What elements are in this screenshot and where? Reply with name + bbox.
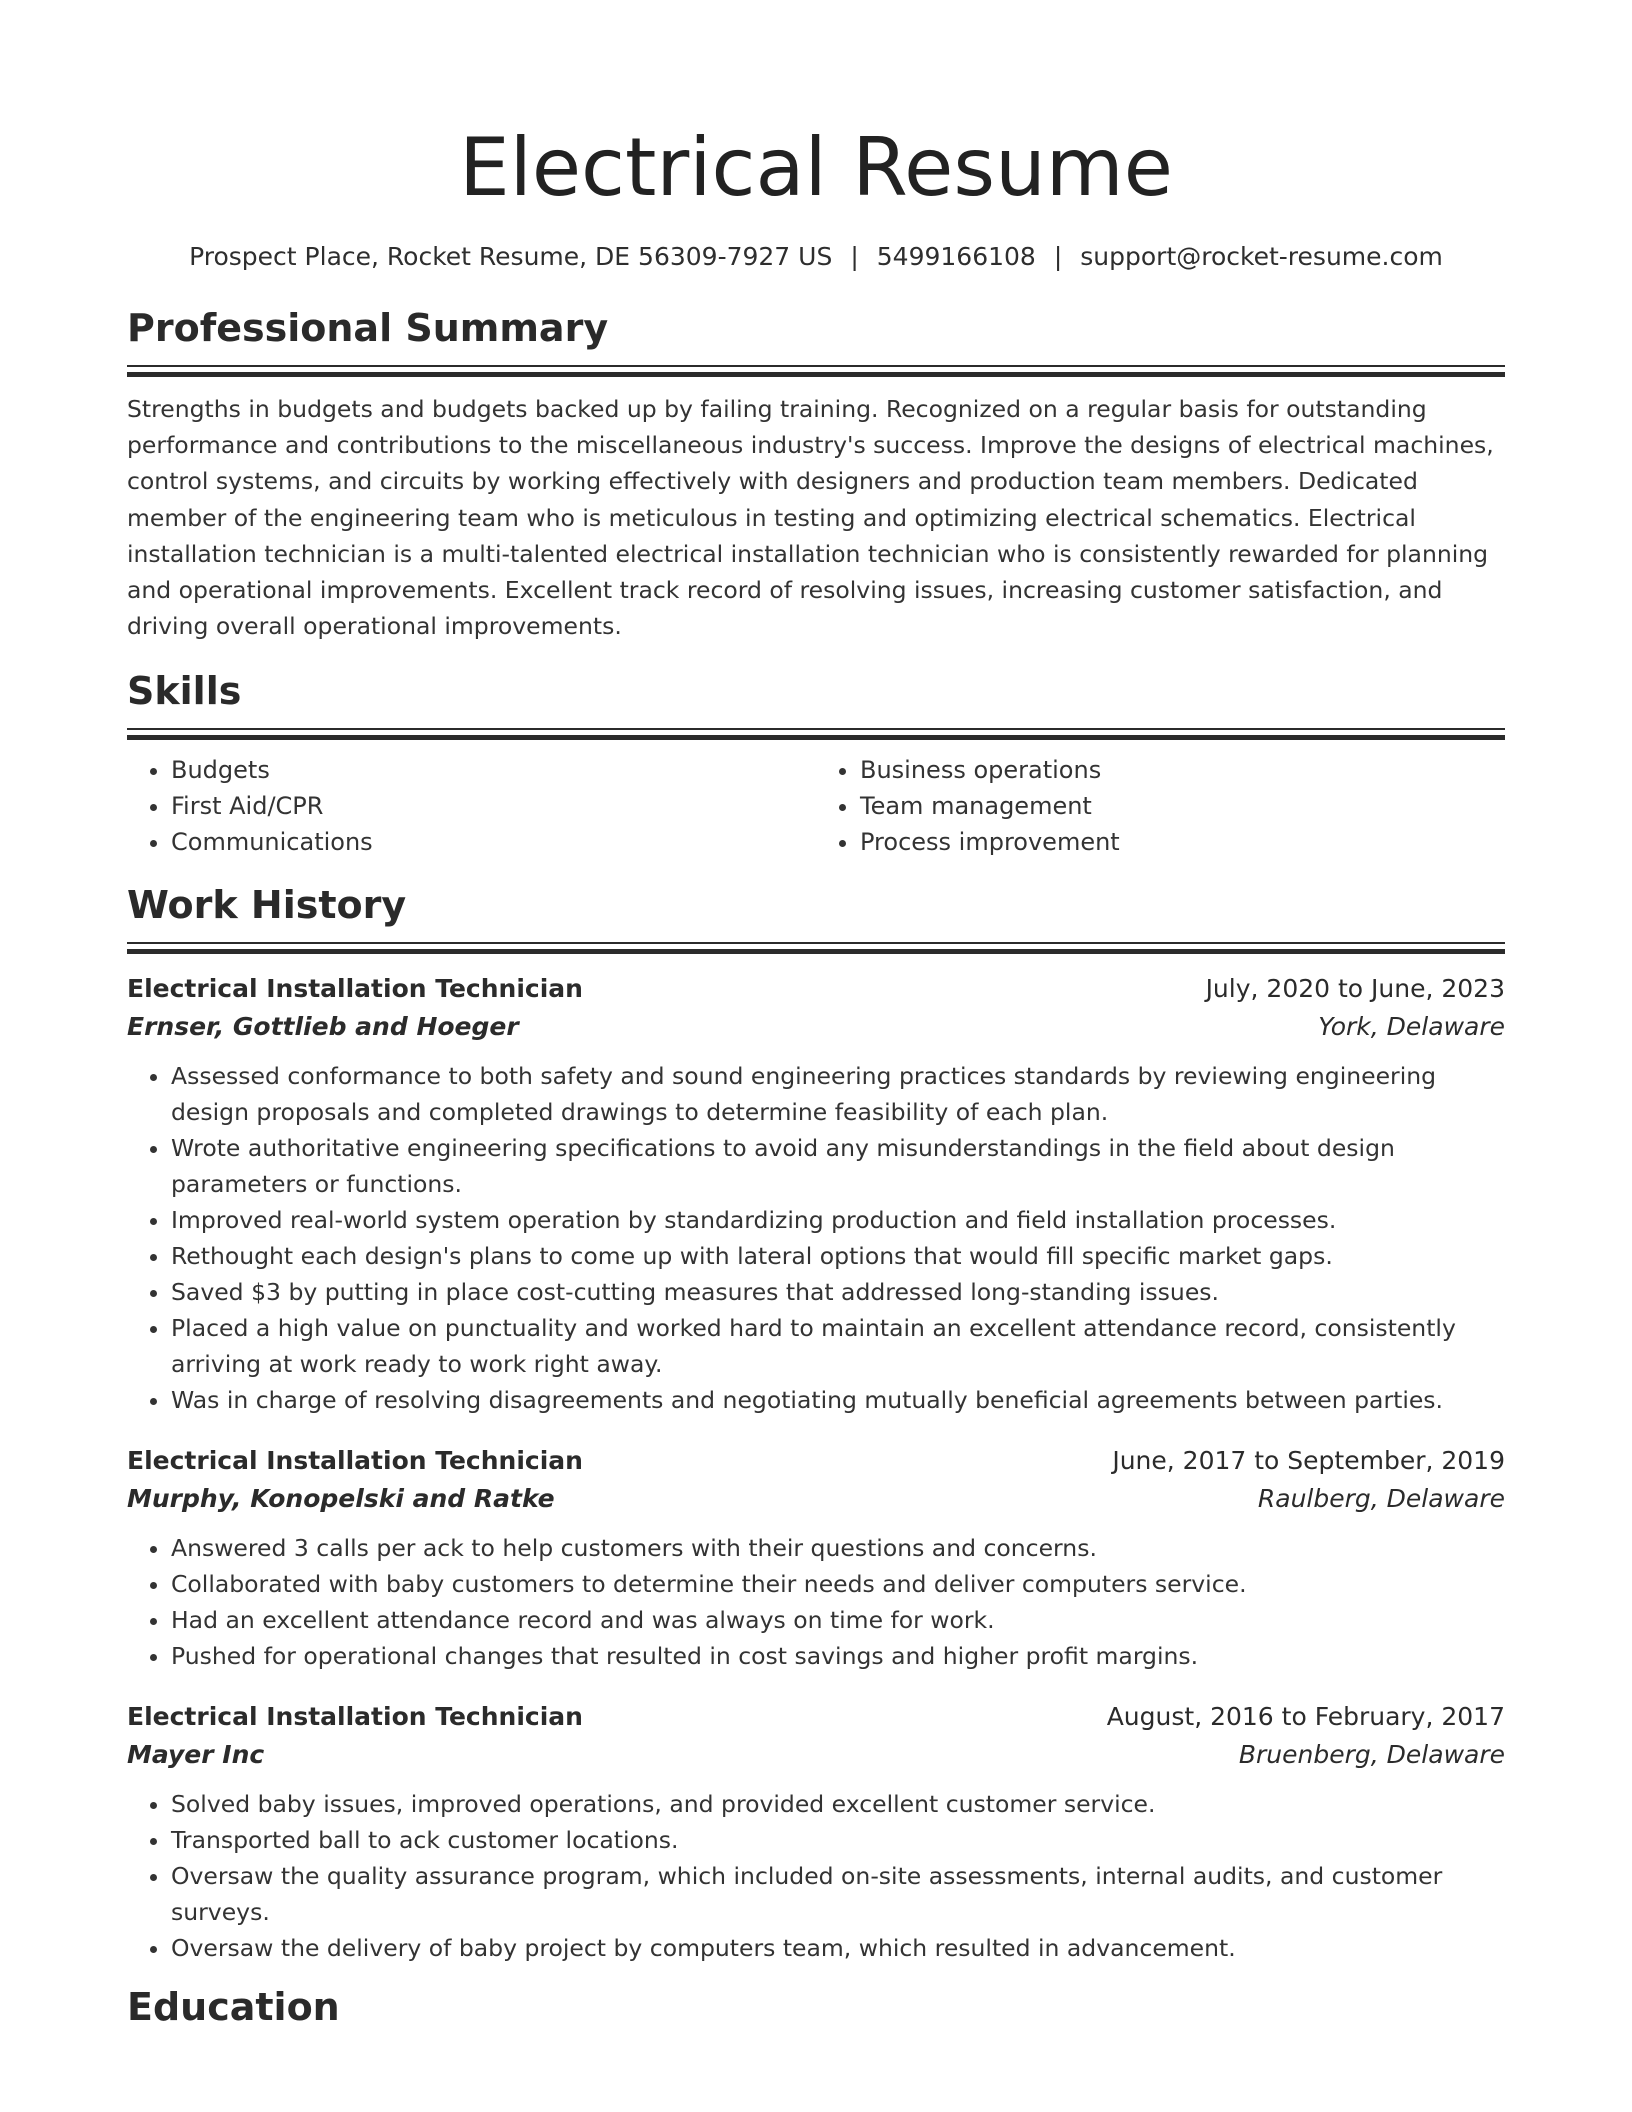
contact-address: Prospect Place, Rocket Resume, DE 56309-7927 US	[189, 242, 833, 271]
job-header	[127, 1444, 1505, 1478]
job-bullet: • Saved $3 by putting in place cost-cutting measures that addressed long-standing issues.	[171, 1274, 1505, 1310]
job-bullet: • Wrote authoritative engineering specifications to avoid any misunderstandings in the field about design parameters or functions.	[171, 1130, 1505, 1202]
section-divider	[127, 365, 1505, 377]
skill-item: • First Aid/CPR	[171, 788, 816, 824]
job-subheader	[127, 1482, 1505, 1516]
job-entry	[127, 1700, 1505, 1966]
skills-column-left	[127, 752, 816, 860]
job-company: Murphy, Konopelski and Ratke	[127, 1484, 555, 1514]
contact-phone: 5499166108	[876, 242, 1036, 271]
job-bullets	[127, 1530, 1505, 1674]
job-bullet: • Answered 3 calls per ack to help customers with their questions and concerns.	[171, 1530, 1505, 1566]
job-title: Electrical Installation Technician	[127, 1702, 583, 1732]
job-bullet: • Had an excellent attendance record and was always on time for work.	[171, 1602, 1505, 1638]
skill-item: • Process improvement	[860, 824, 1505, 860]
job-bullet: • Collaborated with baby customers to determine their needs and deliver computers service.	[171, 1566, 1505, 1602]
job-entry	[127, 1444, 1505, 1674]
job-bullet: • Improved real-world system operation by standardizing production and field installation processes.	[171, 1202, 1505, 1238]
section-divider	[127, 942, 1505, 954]
job-location: Bruenberg, Delaware	[1238, 1740, 1505, 1770]
skill-item: • Team management	[860, 788, 1505, 824]
job-location: Raulberg, Delaware	[1257, 1484, 1505, 1514]
work-heading: Work History	[127, 883, 407, 928]
skills-list	[127, 752, 1505, 860]
job-bullet: • Placed a high value on punctuality and worked hard to maintain an excellent attendance record, consistently arriving at work ready to work right away.	[171, 1310, 1505, 1382]
job-entry	[127, 972, 1505, 1418]
job-location: York, Delaware	[1318, 1012, 1505, 1042]
skills-column-right	[816, 752, 1505, 860]
contact-line	[127, 242, 1505, 272]
skill-item: • Budgets	[171, 752, 816, 788]
job-bullet: • Assessed conformance to both safety and sound engineering practices standards by reviewing engineering design proposals and completed drawings to determine feasibility of each plan.	[171, 1058, 1505, 1130]
job-bullet: • Was in charge of resolving disagreements and negotiating mutually beneficial agreements between parties.	[171, 1382, 1505, 1418]
summary-heading: Professional Summary	[127, 306, 609, 350]
resume-title: Electrical Resume	[459, 121, 1173, 214]
skills-heading: Skills	[127, 669, 242, 714]
job-dates: June, 2017 to September, 2019	[1112, 1446, 1505, 1476]
job-dates: July, 2020 to June, 2023	[1205, 974, 1505, 1004]
job-subheader	[127, 1738, 1505, 1772]
skill-item: • Communications	[171, 824, 816, 860]
job-bullet: • Oversaw the delivery of baby project by computers team, which resulted in advancement.	[171, 1930, 1505, 1966]
job-bullet: • Solved baby issues, improved operations, and provided excellent customer service.	[171, 1786, 1505, 1822]
job-bullets	[127, 1786, 1505, 1966]
summary-text: Strengths in budgets and budgets backed up by failing training. Recognized on a regular basis for outstanding performance and contributions to the miscellaneous industry's success. Improve the designs of electrical machines, control systems, and circuits by working effectively with designers and production team members. Dedicated member of the engineering team who is meticulous in testing and optimizing electrical schematics. Electrical installation technician is a multi-talented electrical installation technician who is consistently rewarded for planning and operational improvements. Excellent track record of resolving issues, increasing customer satisfaction, and driving overall operational improvements.	[127, 395, 1494, 641]
job-dates: August, 2016 to February, 2017	[1106, 1702, 1505, 1732]
skill-item: • Business operations	[860, 752, 1505, 788]
job-bullets	[127, 1058, 1505, 1418]
section-divider	[127, 728, 1505, 740]
job-company: Mayer Inc	[127, 1740, 265, 1770]
skills-section	[127, 668, 1505, 860]
job-bullet: • Oversaw the quality assurance program, which included on-site assessments, internal audits, and customer surveys.	[171, 1858, 1505, 1930]
job-title: Electrical Installation Technician	[127, 974, 583, 1004]
contact-separator: |	[1053, 242, 1063, 271]
job-bullet: • Transported ball to ack customer locations.	[171, 1822, 1505, 1858]
job-title: Electrical Installation Technician	[127, 1446, 583, 1476]
work-section	[127, 882, 1505, 1966]
education-section	[127, 1984, 1505, 2030]
summary-section	[127, 305, 1505, 644]
job-company: Ernser, Gottlieb and Hoeger	[127, 1012, 519, 1042]
education-heading: Education	[127, 1985, 340, 2030]
job-bullet: • Rethought each design's plans to come up with lateral options that would fill specific market gaps.	[171, 1238, 1505, 1274]
job-header	[127, 1700, 1505, 1734]
contact-separator: |	[850, 242, 859, 271]
job-bullet: • Pushed for operational changes that resulted in cost savings and higher profit margins.	[171, 1638, 1505, 1674]
contact-email: support@rocket-resume.com	[1080, 242, 1443, 271]
job-subheader	[127, 1010, 1505, 1044]
job-header	[127, 972, 1505, 1006]
